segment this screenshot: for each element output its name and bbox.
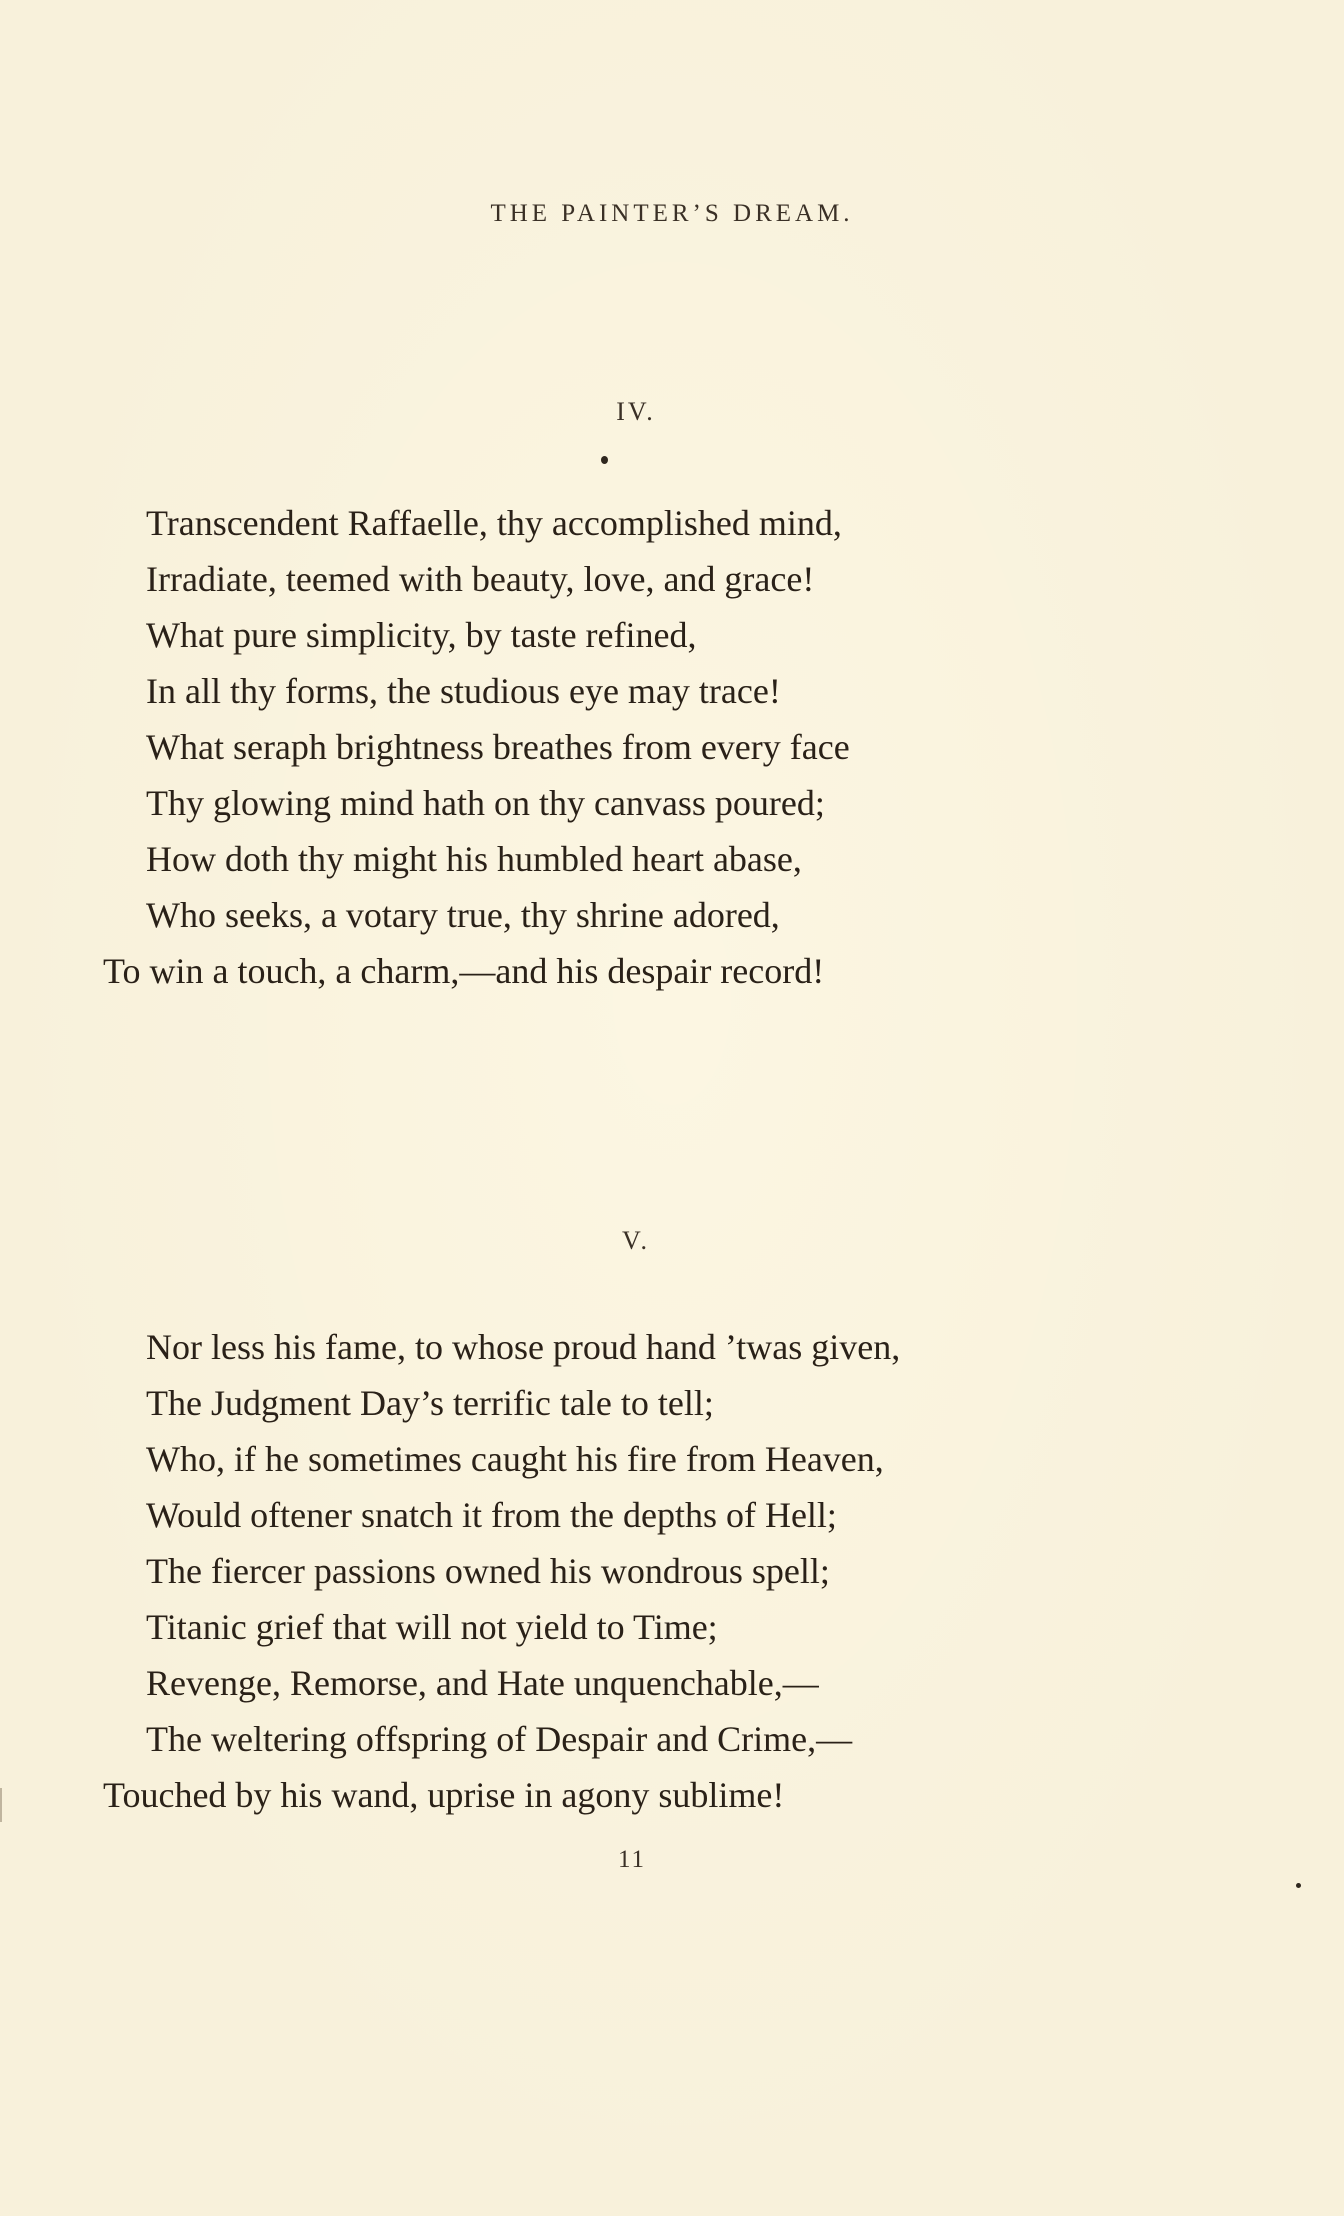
verse-line-alexandrine: To win a touch, a charm,—and his despair record!	[103, 951, 825, 991]
verse-line: Titanic grief that will not yield to Time;	[146, 1607, 718, 1647]
running-head: THE PAINTER’S DREAM.	[490, 200, 854, 227]
verse-line: Irradiate, teemed with beauty, love, and grace!	[146, 559, 815, 599]
stanza-number-iv: IV.	[616, 397, 656, 426]
verse-line: Who, if he sometimes caught his fire from Heaven,	[146, 1439, 884, 1479]
verse-line: The fiercer passions owned his wondrous spell;	[146, 1551, 830, 1591]
ink-speck	[1296, 1883, 1301, 1888]
verse-line: Who seeks, a votary true, thy shrine adored,	[146, 895, 780, 935]
verse-line: Transcendent Raffaelle, thy accomplished mind,	[146, 503, 842, 543]
verse-line: The Judgment Day’s terrific tale to tell;	[146, 1383, 714, 1423]
gutter-mark	[0, 1788, 2, 1822]
verse-line: In all thy forms, the studious eye may trace!	[146, 671, 781, 711]
verse-line: How doth thy might his humbled heart abase,	[146, 839, 802, 879]
verse-line: Thy glowing mind hath on thy canvass poured;	[146, 783, 825, 823]
verse-line: What pure simplicity, by taste refined,	[146, 615, 697, 655]
verse-line-alexandrine: Touched by his wand, uprise in agony sublime!	[103, 1775, 785, 1815]
verse-line: Nor less his fame, to whose proud hand ’twas given,	[146, 1327, 901, 1367]
verse-line: Revenge, Remorse, and Hate unquenchable,—	[146, 1663, 819, 1703]
page-number: 11	[617, 1846, 647, 1873]
verse-line: The weltering offspring of Despair and Crime,—	[146, 1719, 853, 1759]
stanza-number-v: V.	[622, 1226, 650, 1255]
verse-line: Would oftener snatch it from the depths of Hell;	[146, 1495, 837, 1535]
verse-line: What seraph brightness breathes from every face	[146, 727, 850, 767]
ink-speck	[601, 456, 608, 464]
